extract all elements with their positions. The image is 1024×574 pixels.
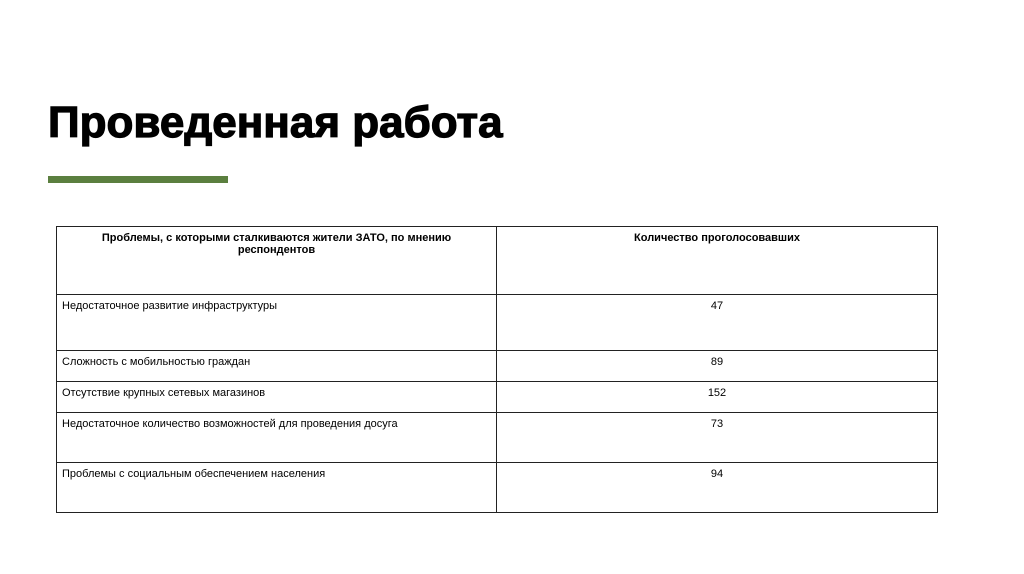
header-problems: Проблемы, с которыми сталкиваются жители ЗАТО, по мнению респондентов: [57, 227, 497, 295]
table-header-row: [57, 227, 938, 295]
table-row: [57, 382, 938, 413]
table-row: [57, 351, 938, 382]
votes-cell: 89: [497, 351, 938, 382]
slide-title: Проведенная работа: [48, 98, 503, 147]
votes-cell: 152: [497, 382, 938, 413]
header-votes: Количество проголосовавших: [497, 227, 938, 295]
table-row: [57, 295, 938, 351]
title-accent-bar: [48, 176, 228, 183]
votes-cell: 47: [497, 295, 938, 351]
problem-cell: Сложность с мобильностью граждан: [57, 351, 497, 382]
votes-cell: 94: [497, 463, 938, 513]
problem-cell: Отсутствие крупных сетевых магазинов: [57, 382, 497, 413]
problem-cell: Недостаточное количество возможностей для проведения досуга: [57, 413, 497, 463]
problem-cell: Недостаточное развитие инфраструктуры: [57, 295, 497, 351]
table-row: [57, 463, 938, 513]
problem-cell: Проблемы с социальным обеспечением населения: [57, 463, 497, 513]
survey-table: [56, 226, 938, 513]
table-row: [57, 413, 938, 463]
votes-cell: 73: [497, 413, 938, 463]
